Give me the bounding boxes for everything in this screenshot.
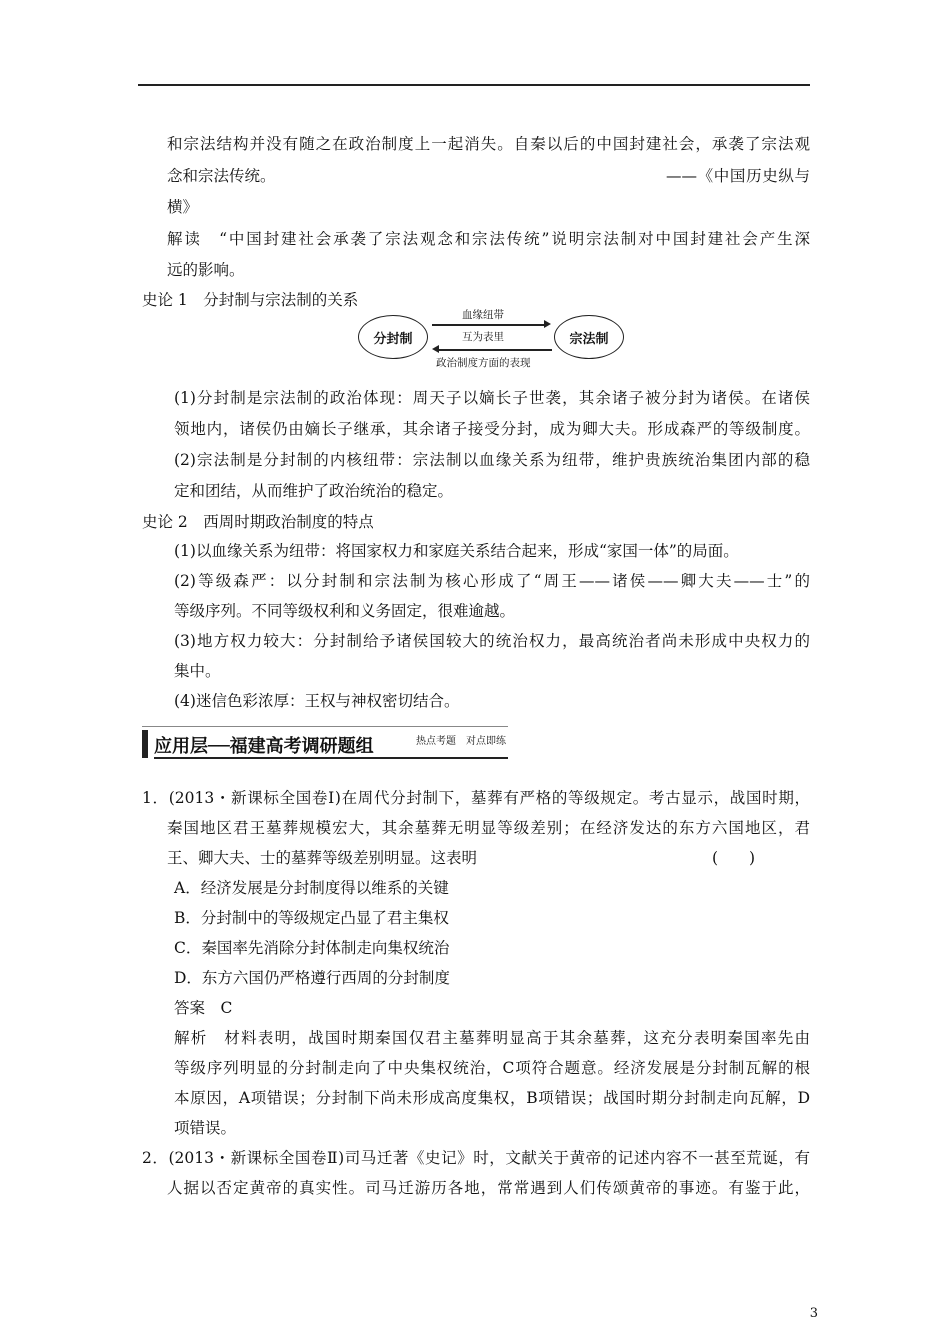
diagram-label-bottom: 政治制度方面的表现 — [436, 357, 531, 369]
arrow-left-head — [432, 345, 439, 353]
banner-subtitle: 热点考题 对点即练 — [416, 736, 506, 747]
diagram-label-mid: 互为表里 — [462, 331, 504, 343]
shilun2-p4: (4)迷信色彩浓厚：王权与神权密切结合。 — [174, 692, 460, 710]
diagram-node-fenfeng: 分封制 — [358, 315, 428, 359]
quote-line-2: 念和宗法传统。 — [167, 167, 276, 185]
shilun2-p2-line1: (2)等级森严：以分封制和宗法制为核心形成了“周王——诸侯——卿大夫——士”的 — [174, 572, 810, 590]
interpretation-line-2: 远的影响。 — [167, 261, 245, 279]
quote-source: ——《中国历史纵与 — [666, 167, 810, 185]
shilun1-heading: 史论 1 分封制与宗法制的关系 — [142, 291, 359, 309]
banner-accent-bar — [142, 730, 148, 758]
q1-stem-line3: 王、卿大夫、士的墓葬等级差别明显。这表明 — [167, 849, 478, 867]
diagram-label-top: 血缘纽带 — [462, 309, 504, 321]
banner-top-rule — [142, 726, 508, 727]
q1-stem-line2: 秦国地区君王墓葬规模宏大，其余墓葬无明显等级差别；在经济发达的东方六国地区，君 — [167, 819, 810, 837]
relation-diagram — [358, 305, 628, 377]
section-banner — [142, 726, 508, 758]
q1-analysis-line2: 等级序列明显的分封制走向了中央集权统治，C项符合题意。经济发展是分封制瓦解的根 — [174, 1059, 810, 1077]
q1-analysis-line4: 项错误。 — [174, 1119, 237, 1137]
banner-title: 应用层──福建高考调研题组 — [154, 736, 374, 757]
shilun1-p1-line1: (1)分封制是宗法制的政治体现：周天子以嫡长子世袭，其余诸子被分封为诸侯。在诸侯 — [174, 389, 810, 407]
q1-option-c: C．秦国率先消除分封体制走向集权统治 — [174, 939, 450, 957]
q1-answer-paren: ( ) — [712, 849, 756, 867]
shilun1-p2-line2: 定和团结，从而维护了政治统治的稳定。 — [174, 482, 454, 500]
quote-source-cont: 横》 — [167, 198, 199, 216]
q2-stem-line2: 人据以否定黄帝的真实性。司马迁游历各地，常常遇到人们传颂黄帝的事迹。有鉴于此， — [167, 1179, 810, 1197]
shilun2-p3-line2: 集中。 — [174, 662, 221, 680]
q1-analysis-line3: 本原因，A项错误；分封制下尚未形成高度集权，B项错误；战国时期分封制走向瓦解，D — [174, 1089, 810, 1107]
q1-option-d: D．东方六国仍严格遵行西周的分封制度 — [174, 969, 450, 987]
diagram-node-zongfa: 宗法制 — [554, 315, 624, 359]
q1-stem-line1: 1．(2013・新课标全国卷Ⅰ)在周代分封制下，墓葬有严格的等级规定。考古显示，战国时期， — [142, 789, 810, 807]
q1-option-b: B．分封制中的等级规定凸显了君主集权 — [174, 909, 449, 927]
arrow-left-line — [438, 349, 552, 351]
q1-answer: 答案 C — [174, 999, 233, 1017]
shilun1-p1-line2: 领地内，诸侯仍由嫡长子继承，其余诸子接受分封，成为卿大夫。形成森严的等级制度。 — [174, 420, 810, 438]
quote-line-1: 和宗法结构并没有随之在政治制度上一起消失。自秦以后的中国封建社会，承袭了宗法观 — [167, 135, 810, 153]
header-rule — [138, 84, 810, 86]
page-number: 3 — [809, 1306, 818, 1321]
q1-analysis-line1: 解析 材料表明，战国时期秦国仅君主墓葬明显高于其余墓葬，这充分表明秦国率先由 — [174, 1029, 810, 1047]
q2-stem-line1: 2．(2013・新课标全国卷Ⅱ)司马迁著《史记》时，文献关于黄帝的记述内容不一甚至荒诞，有 — [142, 1149, 810, 1167]
shilun1-p2-line1: (2)宗法制是分封制的内核纽带：宗法制以血缘关系为纽带，维护贵族统治集团内部的稳 — [174, 451, 810, 469]
shilun2-p1: (1)以血缘关系为纽带：将国家权力和家庭关系结合起来，形成“家国一体”的局面。 — [174, 542, 739, 560]
q1-option-a: A．经济发展是分封制度得以维系的关键 — [174, 879, 449, 897]
shilun2-heading: 史论 2 西周时期政治制度的特点 — [142, 513, 374, 531]
interpretation-line-1: 解读 “中国封建社会承袭了宗法观念和宗法传统”说明宗法制对中国封建社会产生深 — [167, 230, 810, 248]
shilun2-p3-line1: (3)地方权力较大：分封制给予诸侯国较大的统治权力，最高统治者尚未形成中央权力的 — [174, 632, 810, 650]
banner-bottom-rule — [154, 757, 508, 759]
arrow-right-head — [544, 320, 551, 328]
shilun2-p2-line2: 等级序列。不同等级权利和义务固定，很难逾越。 — [174, 602, 516, 620]
arrow-right-line — [432, 324, 546, 326]
